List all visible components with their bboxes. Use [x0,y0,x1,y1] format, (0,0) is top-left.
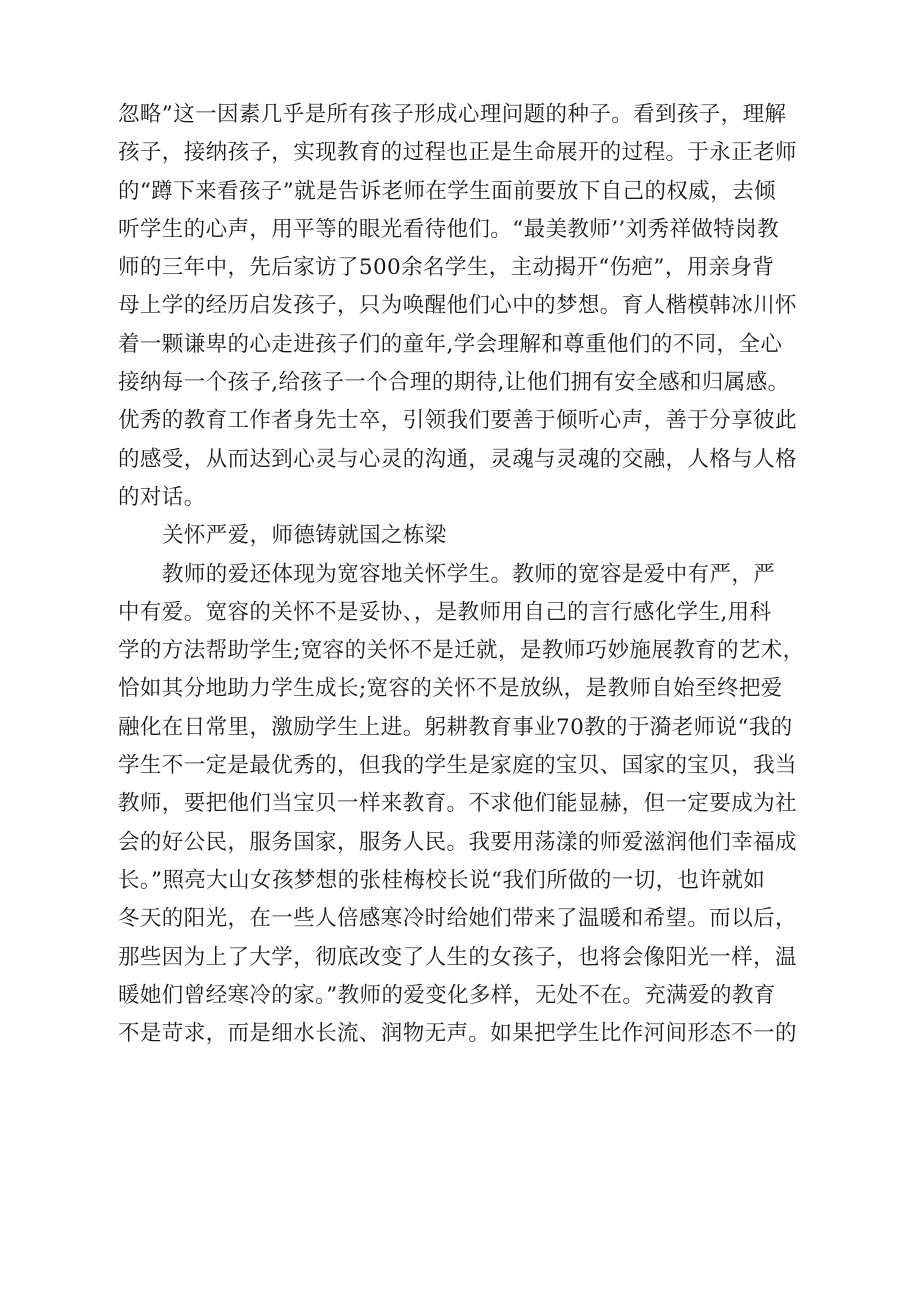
text-line: 长。”照亮大山女孩梦想的张桂梅校长说“我们所做的一切，也许就如 [118,867,766,893]
text-line: 师的三年中，先后家访了500余名学生，主动揭开“伤疤”，用亲身背 [118,255,775,281]
section-heading: 关怀严爱，师德铸就国之栋梁 [162,523,447,549]
text-line: 不是苛求，而是细水长流、润物无声。如果把学生比作河间形态不一的 [118,1021,797,1047]
text-line: 恰如其分地助力学生成长;宽容的关怀不是放纵，是教师自始至终把爱 [118,676,783,702]
text-line: 着一颗谦卑的心走进孩子们的童年,学会理解和尊重他们的不同，全心 [118,331,783,357]
text-line: 的对话。 [118,484,206,510]
text-line: 会的好公民，服务国家，服务人民。我要用荡漾的师爱滋润他们幸福成 [118,829,797,855]
text-line: 忽略”这一因素几乎是所有孩子形成心理问题的种子。看到孩子，理解 [118,102,787,127]
text-line: 学生不一定是最优秀的，但我的学生是家庭的宝贝、国家的宝贝，我当 [118,753,797,779]
text-line: 暖她们曾经寒冷的家。”教师的爱变化多样，无处不在。充满爱的教育 [118,982,776,1008]
text-line: 接纳每一个孩子,给孩子一个合理的期待,让他们拥有安全感和归属感。 [118,370,790,396]
text-line: 教师，要把他们当宝贝一样来教育。不求他们能显赫，但一定要成为社 [118,791,797,817]
text-line: 母上学的经历启发孩子，只为唤醒他们心中的梦想。育人楷模韩冰川怀 [118,293,797,319]
text-line: 的“蹲下来看孩子”就是告诉老师在学生面前要放下自己的权威，去倾 [118,178,776,204]
text-line: 那些因为上了大学，彻底改变了人生的女孩子，也将会像阳光一样，温 [118,944,797,970]
text-line: 听学生的心声，用平等的眼光看待他们。“最美教师’’刘秀祥做特岗教 [118,216,779,242]
text-line: 优秀的教育工作者身先士卒，引领我们要善于倾听心声，善于分享彼此 [118,408,797,434]
text-line: 中有爱。宽容的关怀不是妥协、，是教师用自己的言行感化学生,用科 [118,599,772,625]
body-text [118,96,808,1053]
paragraph-start-line: 教师的爱还体现为宽容地关怀学生。教师的宽容是爱中有严，严 [162,561,776,587]
text-line: 融化在日常里，激励学生上进。躬耕教育事业70教的于漪老师说“我的 [118,714,793,740]
text-line: 学的方法帮助学生;宽容的关怀不是迁就，是教师巧妙施展教育的艺术， [118,638,805,664]
text-line: 冬天的阳光，在一些人倍感寒冷时给她们带来了温暖和希望。而以后， [118,906,797,932]
text-line: 孩子，接纳孩子，实现教育的过程也正是生命展开的过程。于永正老师 [118,140,797,166]
text-line: 的感受，从而达到心灵与心灵的沟通，灵魂与灵魂的交融，人格与人格 [118,446,797,472]
